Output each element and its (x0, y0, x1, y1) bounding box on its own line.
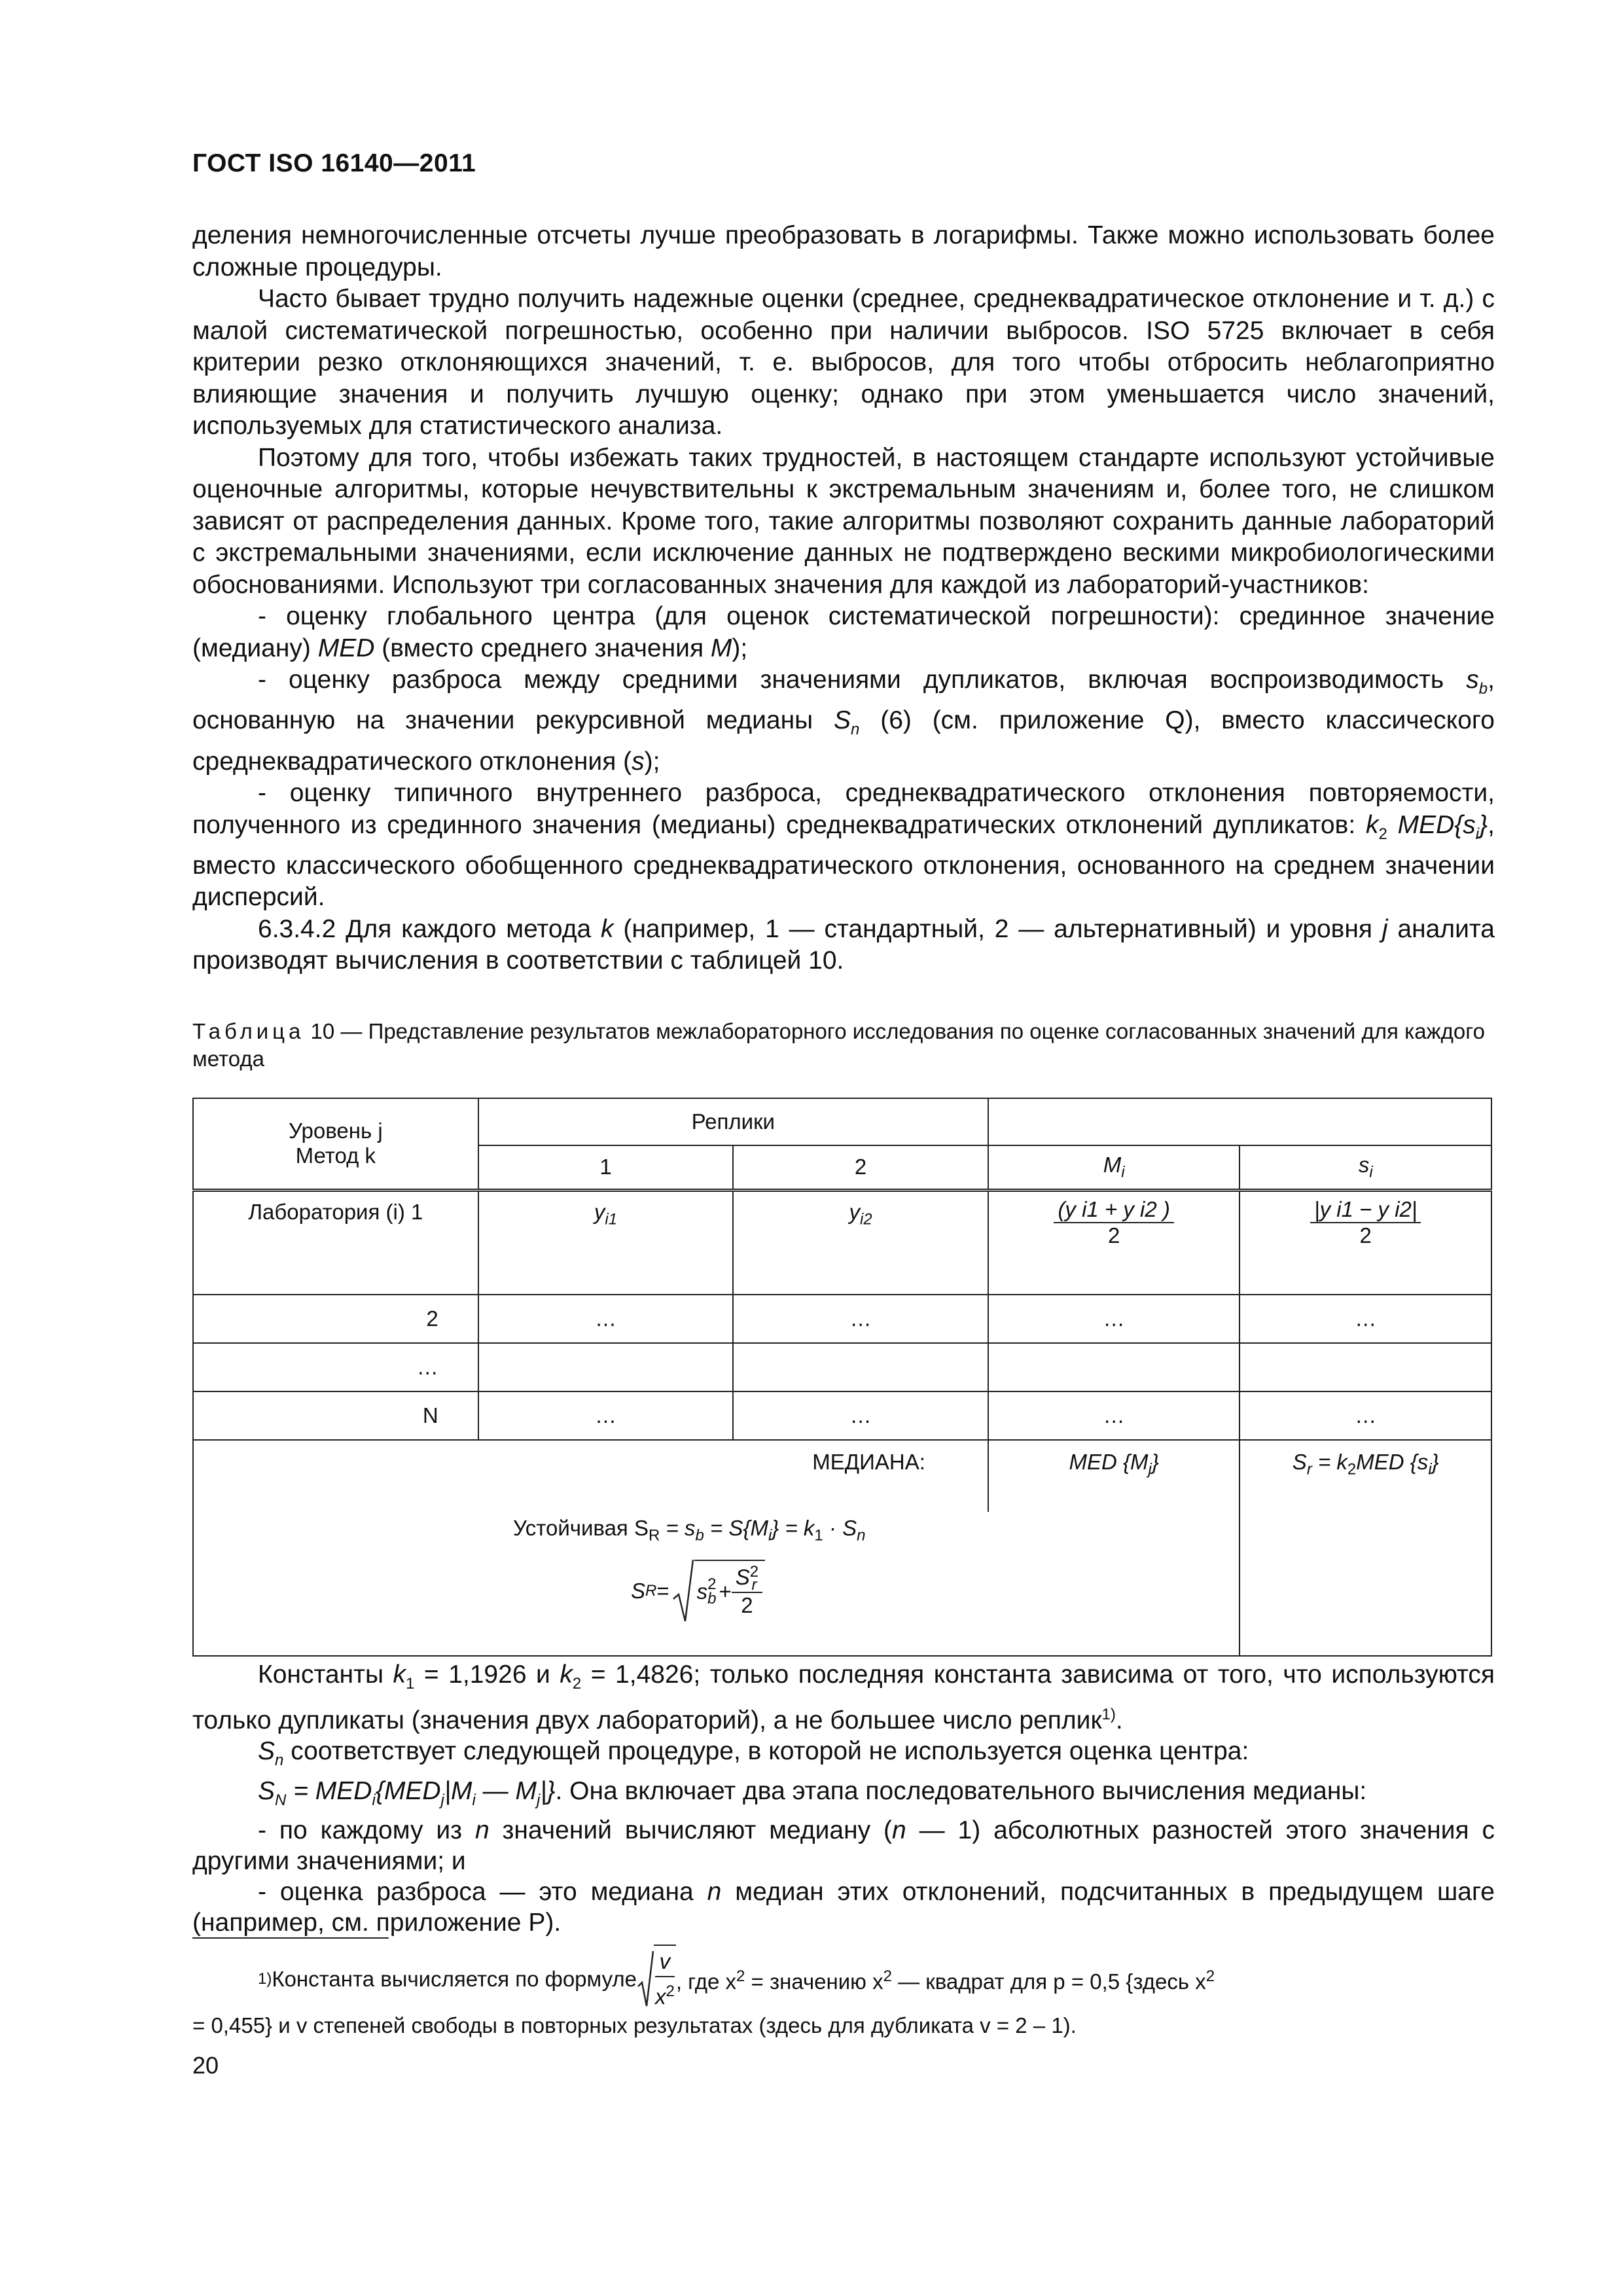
cell-ellipsis: … (1240, 1295, 1491, 1343)
header-col-2: 2 (733, 1145, 988, 1190)
cell-y1: $y_{i1}$ (478, 1190, 734, 1295)
cell-ellipsis: … (478, 1391, 734, 1440)
table-caption: Таблица 10 — Представление результатов межлабораторного исследования по оценке согласованных значений для каждого метода (192, 1019, 1485, 1071)
cell-ellipsis: … (1240, 1391, 1491, 1440)
cell-y2: $y_{i2}$ (733, 1190, 988, 1295)
paragraph: Константы $k_1 = 1,1926$ и $k_2 = 1,4826$; только последняя константа зависима от того, что используются только дупликаты (значения двух лабораторий), а не большее число реплик$^{1)}$. (192, 1660, 1495, 1734)
row-label-n: N (193, 1391, 478, 1440)
bullet-item: - оценка разброса — это медиана n медиан этих отклонений, подсчитанных в предыдущем шаге (например, см. приложение P). (192, 1878, 1495, 1937)
cell-median-s: $S_r = k_2MED$ $\{s_i\}$ (1240, 1440, 1491, 1656)
footnote-divider (192, 1937, 389, 1939)
cell-empty (733, 1343, 988, 1391)
document-header: ГОСТ ISO 16140—2011 (192, 149, 476, 177)
footnote: 1) Константа вычисляется по формуле $\frac{v}{x^2}$ , где $x^2$ = значению $x^2$ — квадрат для p = 0,5 {здесь $x^2$ = 0,455} и v степеней свободы в повторных результатах (здесь для дубликата v = 2 – 1). (192, 1947, 1495, 2040)
median-label: МЕДИАНА: (193, 1440, 988, 1512)
row-label-ellipsis: … (193, 1343, 478, 1391)
robust-estimates (193, 1512, 1240, 1656)
bullet-item: - оценку глобального центра (для оценок систематической погрешности): срединное значение (медиану) MED (вместо среднего значения M); (192, 602, 1495, 662)
row-label-2: 2 (193, 1295, 478, 1343)
header-col-mi: $M_i$ (988, 1145, 1240, 1190)
header-replicates: Реплики (478, 1098, 988, 1145)
paragraph: $S_n$ соответствует следующей процедуре, в которой не используется оценка центра: (258, 1736, 1249, 1769)
paragraph: Поэтому для того, чтобы избежать таких трудностей, в настоящем стандарте используют устойчивые оценочные алгоритмы, которые нечувствительны к экстремальным значениям и, более того, не слишком зависят от распределения данных. Кроме того, такие алгоритмы позволяют сохранить данные лабораторий с экстремальными значениями, если исключение данных не подтверждено вескими микробиологическими обоснованиями. Используют три согласованных значения для каждой из лабораторий-участников: (192, 443, 1495, 599)
robust-sr-line: Устойчивая $S_R = s_b = S\{M_i\} = k_1 \cdot S_n$ (513, 1516, 866, 1545)
square-root-icon (672, 1558, 694, 1624)
header-level-method: Уровень j Метод k (193, 1098, 478, 1190)
header-blank (988, 1098, 1491, 1145)
cell-diff-formula: $\frac{\text{|y i1 − y i2|}}{2}$ (1240, 1190, 1491, 1295)
cell-empty (988, 1343, 1240, 1391)
body-text (192, 220, 1495, 977)
square-root-icon (637, 1950, 654, 2009)
cell-median-m: MED $\{M_j\}$ (988, 1440, 1240, 1512)
robust-formula: S R = s 2 b + S 2 r 2 (631, 1558, 1234, 1624)
header-col-1: 1 (478, 1145, 734, 1190)
bullet-item: - оценку типичного внутреннего разброса, среднеквадратического отклонения повторяемости, полученного из срединного значения (медианы) среднеквадратических отклонений дупликатов: $k_2$ $MED\{s_i\}$, вместо классического обобщенного среднеквадратического отклонения, основанного на среднем значении дисперсий. (192, 779, 1495, 912)
cell-empty (478, 1343, 734, 1391)
paragraph: 6.3.4.2 Для каждого метода k (например, 1 — стандартный, 2 — альтернативный) и уровня j аналита производят вычисления в соответствии с таблицей 10. (192, 914, 1495, 975)
cell-ellipsis: … (988, 1391, 1240, 1440)
row-label-lab-1: Лаборатория (i) 1 (193, 1190, 478, 1295)
bullet-item: - по каждому из n значений вычисляют медиану (n — 1) абсолютных разностей этого значения с другими значениями; и (192, 1816, 1495, 1876)
cell-ellipsis: … (478, 1295, 734, 1343)
footnote-continuation: = 0,455} и v степеней свободы в повторных результатах (здесь для дубликата v = 2 – 1). (192, 2013, 1077, 2037)
page-number: 20 (192, 2052, 219, 2079)
header-col-si: $s_i$ (1240, 1145, 1491, 1190)
cell-ellipsis: … (733, 1391, 988, 1440)
paragraph: Часто бывает трудно получить надежные оценки (среднее, среднеквадратическое отклонение и т. д.) с малой систематической погрешностью, особенно при наличии выбросов. ISO 5725 включает в себя критерии резко отклоняющихся значений, т. е. выбросов, для того чтобы отбросить неблагоприятно влияющие значения и получить лучшую оценку; однако при этом уменьшается число значений, используемых для статистического анализа. (192, 285, 1495, 440)
cell-ellipsis: … (988, 1295, 1240, 1343)
paragraph: деления немногочисленные отсчеты лучше преобразовать в логарифмы. Также можно использовать более сложные процедуры. (192, 221, 1495, 281)
after-table-text (192, 1659, 1495, 1938)
paragraph: $S_N = MED_i\{MED_j|M_i$ — $M_j|$}. Она включает два этапа последовательного вычисления медианы: (258, 1776, 1367, 1809)
table-10 (192, 1098, 1492, 1657)
cell-empty (1240, 1343, 1491, 1391)
cell-mean-formula: $\frac{\text{(y i1 + y i2 )}}{2}$ (988, 1190, 1240, 1295)
bullet-item: - оценку разброса между средними значениями дупликатов, включая воспроизводимость $s_b$, основанную на значении рекурсивной медианы $S_n$ (6) (см. приложение Q), вместо классического среднеквадратического отклонения (s); (192, 666, 1495, 776)
cell-ellipsis: … (733, 1295, 988, 1343)
